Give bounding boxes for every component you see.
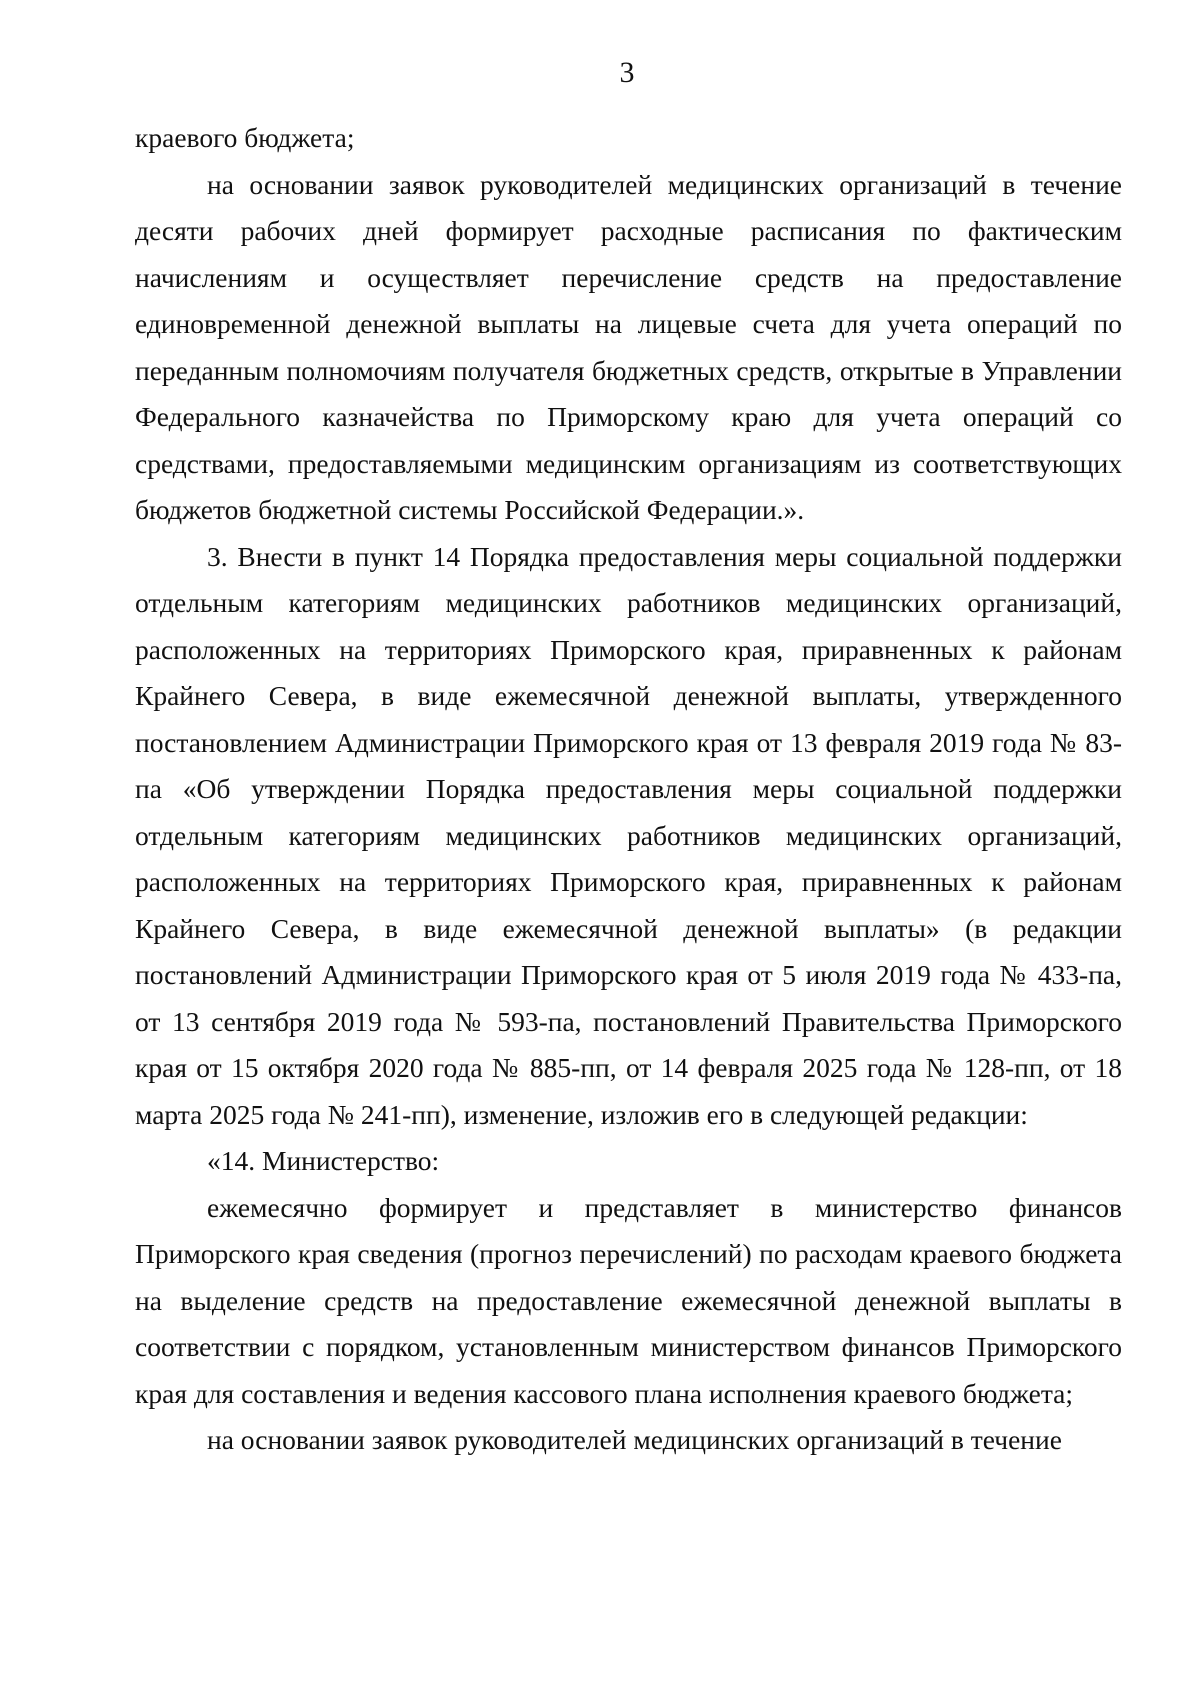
paragraph-item-14-heading: «14. Министерство:	[207, 1145, 440, 1176]
document-body	[135, 115, 1122, 1464]
paragraph-requests-continued: на основании заявок руководителей медицинских организаций в течение	[207, 1424, 1062, 1455]
paragraph-amendment-3: 3. Внести в пункт 14 Порядка предоставления меры социальной поддержки отдельным категориям медицинских работников медицинских организаций, расположенных на территориях Приморского края, приравненных к районам Крайнего Севера, в виде ежемесячной денежной выплаты, утвержденного постановлением Администрации Приморского края от 13 февраля 2019 года № 83-па «Об утверждении Порядка предоставления меры социальной поддержки отдельным категориям медицинских работников медицинских организаций, расположенных на территориях Приморского края, приравненных к районам Крайнего Севера, в виде ежемесячной денежной выплаты» (в редакции постановлений Администрации Приморского края от 5 июля 2019 года № 433-па, от 13 сентября 2019 года № 593-па, постановлений Правительства Приморского края от 15 октября 2020 года № 885-пп, от 14 февраля 2025 года № 128-пп, от 18 марта 2025 года № 241-пп), изменение, изложив его в следующей редакции:	[135, 540, 1122, 1130]
page-number: 3	[619, 56, 635, 89]
paragraph-payment-schedule: на основании заявок руководителей медицинских организаций в течение десяти рабочих дней формирует расходные расписания по фактическим начислениям и осуществляет перечисление средств на предоставление единовременной денежной выплаты на лицевые счета для учета операций по переданным полномочиям получателя бюджетных средств, открытые в Управлении Федерального казначейства по Приморскому краю для учета операций со средствами, предоставляемыми медицинским организациям из соответствующих бюджетов бюджетной системы Российской Федерации.».	[135, 168, 1122, 525]
paragraph-budget-end: краевого бюджета;	[135, 122, 355, 153]
paragraph-monthly-forecast: ежемесячно формирует и представляет в министерство финансов Приморского края сведения (прогноз перечислений) по расходам краевого бюджета на выделение средств на предоставление ежемесячной денежной выплаты в соответствии с порядком, установленным министерством финансов Приморского края для составления и ведения кассового плана исполнения краевого бюджета;	[135, 1191, 1122, 1409]
